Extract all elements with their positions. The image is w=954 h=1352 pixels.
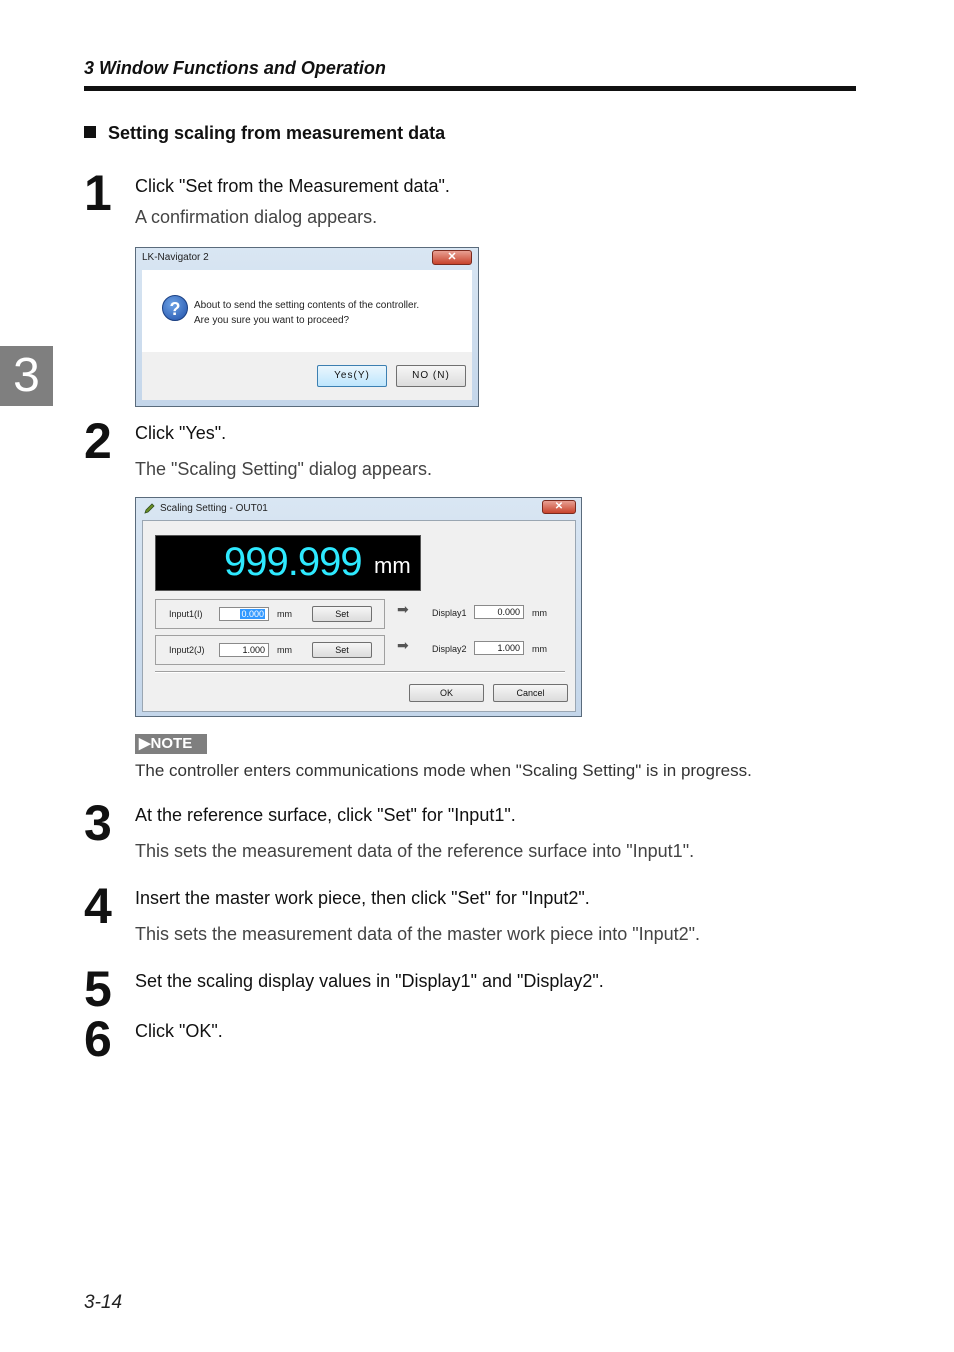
section-title: Setting scaling from measurement data — [108, 123, 446, 143]
measurement-unit: mm — [374, 553, 411, 578]
display2-label: Display2 — [432, 644, 467, 654]
question-icon: ? — [162, 295, 188, 321]
note-badge — [135, 734, 207, 754]
step-4-result: This sets the measurement data of the master work piece into "Input2". — [135, 924, 701, 944]
confirm-dialog-title: LK-Navigator 2 — [142, 252, 209, 263]
note-badge-label: NOTE — [150, 735, 193, 752]
step-number-1: 1 — [84, 165, 112, 221]
step-5-instruction: Set the scaling display values in "Display1" and "Display2". — [135, 971, 604, 991]
scaling-dialog-body — [142, 520, 576, 712]
no-button[interactable]: NO (N) — [396, 365, 466, 387]
note-triangle-icon: ▶ — [139, 735, 151, 752]
step-3-result: This sets the measurement data of the reference surface into "Input1". — [135, 841, 695, 861]
confirm-dialog — [135, 247, 479, 407]
display1-unit: mm — [532, 608, 547, 618]
step-2-result: The "Scaling Setting" dialog appears. — [135, 459, 432, 479]
dialog-separator — [155, 671, 565, 673]
step-number-5: 5 — [84, 961, 112, 1017]
measurement-value: 999.999 — [224, 540, 362, 584]
display1-label: Display1 — [432, 608, 467, 618]
input2-label: Input2(J) — [169, 645, 205, 655]
step-3-instruction: At the reference surface, click "Set" for "Input1". — [135, 805, 516, 825]
input1-unit: mm — [277, 609, 292, 619]
scaling-dialog-title: Scaling Setting - OUT01 — [160, 503, 268, 514]
step-2-instruction: Click "Yes". — [135, 423, 227, 443]
display1-field[interactable]: 0.000 — [474, 605, 524, 619]
display2-unit: mm — [532, 644, 547, 654]
input1-label: Input1(I) — [169, 609, 203, 619]
scaling-setting-dialog — [135, 497, 582, 717]
close-icon[interactable]: ✕ — [542, 500, 576, 514]
close-icon[interactable]: ✕ — [432, 250, 472, 265]
input2-group — [155, 635, 385, 665]
confirm-message-line-1: About to send the setting contents of the controller. — [194, 300, 420, 311]
step-number-6: 6 — [84, 1011, 112, 1067]
pencil-icon — [143, 503, 155, 515]
measurement-display — [155, 535, 421, 591]
input2-set-button[interactable]: Set — [312, 642, 372, 658]
step-6-instruction: Click "OK". — [135, 1021, 223, 1041]
page-number: 3-14 — [84, 1292, 123, 1313]
confirm-message-line-2: Are you sure you want to proceed? — [194, 315, 350, 326]
confirm-dialog-body — [142, 270, 472, 352]
step-number-4: 4 — [84, 878, 112, 934]
arrow-right-icon: ➡ — [397, 601, 409, 617]
input1-value: 0.000 — [241, 609, 264, 619]
step-number-3: 3 — [84, 795, 112, 851]
input2-unit: mm — [277, 645, 292, 655]
input2-field[interactable]: 1.000 — [219, 643, 269, 657]
confirm-dialog-footer — [142, 352, 472, 400]
input1-field[interactable] — [219, 607, 269, 621]
header-rule — [84, 86, 856, 91]
display2-field[interactable]: 1.000 — [474, 641, 524, 655]
section-heading — [84, 123, 445, 144]
arrow-right-icon: ➡ — [397, 637, 409, 653]
note-text: The controller enters communications mode when "Scaling Setting" is in progress. — [135, 761, 752, 780]
chapter-tab: 3 — [0, 346, 53, 406]
step-number-2: 2 — [84, 413, 112, 469]
step-1-instruction: Click "Set from the Measurement data". — [135, 176, 450, 196]
input1-group — [155, 599, 385, 629]
ok-button[interactable]: OK — [409, 684, 484, 702]
input1-set-button[interactable]: Set — [312, 606, 372, 622]
cancel-button[interactable]: Cancel — [493, 684, 568, 702]
yes-button[interactable]: Yes(Y) — [317, 365, 387, 387]
step-4-instruction: Insert the master work piece, then click "Set" for "Input2". — [135, 888, 590, 908]
confirm-message — [194, 298, 419, 328]
step-1-result: A confirmation dialog appears. — [135, 207, 378, 227]
square-bullet-icon — [84, 126, 96, 138]
header-title: 3 Window Functions and Operation — [84, 58, 386, 78]
